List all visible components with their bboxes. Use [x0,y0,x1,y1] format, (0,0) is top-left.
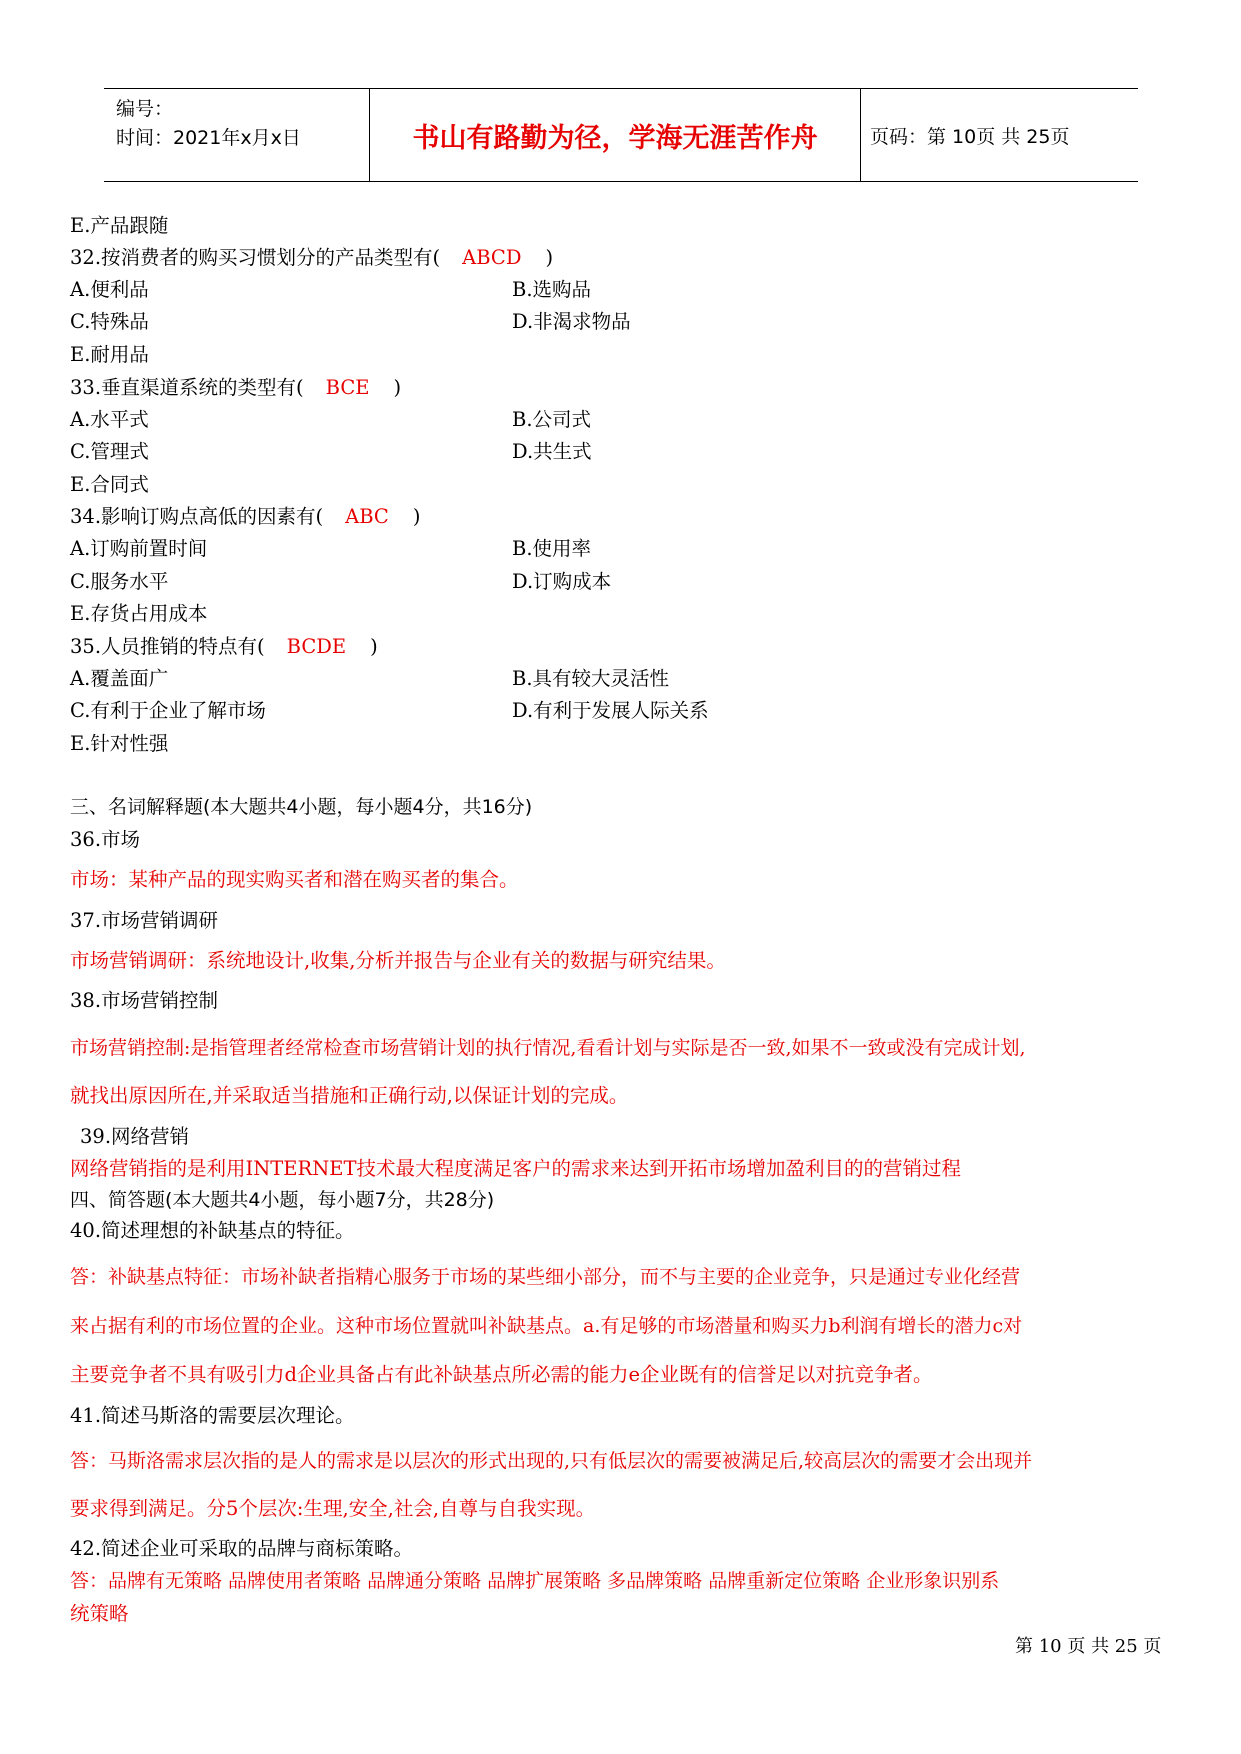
q38-answer-line-2: 就找出原因所在,并采取适当措施和正确行动,以保证计划的完成。 [70,1084,629,1107]
q35-text: 35.人员推销的特点有( [70,635,265,658]
q36-question: 36.市场 [70,828,141,851]
q35-close: ) [370,635,378,658]
q40-answer-line-2: 来占据有利的市场位置的企业。这种市场位置就叫补缺基点。a.有足够的市场潜量和购买力b利润有增长的潜力c对 [70,1315,1023,1337]
q41-answer-line-1: 答：马斯洛需求层次指的是人的需求是以层次的形式出现的,只有低层次的需要被满足后,较高层次的需要才会出现并 [70,1450,1033,1472]
q32-answer: ABCD [462,246,522,269]
q37-answer: 市场营销调研：系统地设计,收集,分析并报告与企业有关的数据与研究结果。 [70,949,726,972]
q32-option-e: E.耐用品 [70,343,149,366]
q33-option-b: B.公司式 [512,408,592,431]
number-label: 编号： [116,98,174,120]
header-motto: 书山有路勤为径，学海无涯苦作舟 [369,89,861,181]
q35-option-b: B.具有较大灵活性 [512,667,670,690]
q38-answer-line-1: 市场营销控制:是指管理者经常检查市场营销计划的执行情况,看看计划与实际是否一致,如果不一致或没有完成计划, [70,1037,1026,1059]
q32-option-c: C.特殊品 [70,310,149,333]
q42-question: 42.简述企业可采取的品牌与商标策略。 [70,1537,414,1560]
q34-option-d: D.订购成本 [512,570,612,593]
q35-option-a: A.覆盖面广 [70,667,169,690]
q40-answer-line-1: 答：补缺基点特征：市场补缺者指精心服务于市场的某些细小部分，而不与主要的企业竞争，只是通过专业化经营 [70,1266,1021,1288]
q32-stem [70,245,553,271]
q32-close: ) [545,246,554,269]
q32-option-a: A.便利品 [70,278,149,301]
q40-question: 40.简述理想的补缺基点的特征。 [70,1219,355,1242]
q33-text: 33.垂直渠道系统的类型有( [70,376,304,399]
q31-option-e: E.产品跟随 [70,214,169,237]
q33-option-e: E.合同式 [70,473,149,496]
q42-answer-line-1: 答：品牌有无策略 品牌使用者策略 品牌通分策略 品牌扩展策略 多品牌策略 品牌重新定位策略 企业形象识别系 [70,1570,1000,1592]
q33-option-c: C.管理式 [70,440,149,463]
section-3-heading: 三、名词解释题(本大题共4小题，每小题4分，共16分) [70,796,533,818]
q35-option-d: D.有利于发展人际关系 [512,699,709,722]
q35-answer: BCDE [286,635,347,658]
q33-answer: BCE [325,376,370,399]
q34-stem [70,504,420,530]
section-4-heading: 四、简答题(本大题共4小题，每小题7分，共28分) [70,1189,495,1211]
q38-question: 38.市场营销控制 [70,989,219,1012]
page-header [104,88,1138,182]
q41-answer-line-2: 要求得到满足。分5个层次:生理,安全,社会,自尊与自我实现。 [70,1497,596,1520]
q34-close: ) [412,505,421,528]
header-page-label: 页码：第 10页 共 25页 [870,125,1070,148]
q32-option-b: B.选购品 [512,278,592,301]
q36-answer: 市场：某种产品的现实购买者和潜在购买者的集合。 [70,868,519,891]
q34-option-c: C.服务水平 [70,570,169,593]
page-footer: 第 10 页 共 25 页 [1015,1636,1162,1657]
q33-option-a: A.水平式 [70,408,149,431]
q34-text: 34.影响订购点高低的因素有( [70,505,324,528]
q35-option-c: C.有利于企业了解市场 [70,699,266,722]
q35-option-e: E.针对性强 [70,732,169,755]
q33-option-d: D.共生式 [512,440,592,463]
q34-option-b: B.使用率 [512,537,592,560]
q39-answer: 网络营销指的是利用INTERNET技术最大程度满足客户的需求来达到开拓市场增加盈利目的的营销过程 [70,1157,961,1180]
q42-answer-line-2: 统策略 [70,1602,129,1625]
q32-option-d: D.非渴求物品 [512,310,631,333]
q37-question: 37.市场营销调研 [70,909,219,932]
q33-close: ) [393,376,402,399]
header-left-cell [116,95,361,153]
q41-question: 41.简述马斯洛的需要层次理论。 [70,1404,355,1427]
q33-stem [70,375,401,401]
time-label: 时间：2021年x月x日 [116,127,301,149]
q34-option-a: A.订购前置时间 [70,537,208,560]
q39-question: 39.网络营销 [80,1125,190,1148]
q34-option-e: E.存货占用成本 [70,602,208,625]
q32-text: 32.按消费者的购买习惯划分的产品类型有( [70,246,441,269]
q34-answer: ABC [345,505,389,528]
q40-answer-line-3: 主要竞争者不具有吸引力d企业具备占有此补缺基点所必需的能力e企业既有的信誉足以对抗竞争者。 [70,1363,933,1386]
q35-stem [70,634,378,660]
